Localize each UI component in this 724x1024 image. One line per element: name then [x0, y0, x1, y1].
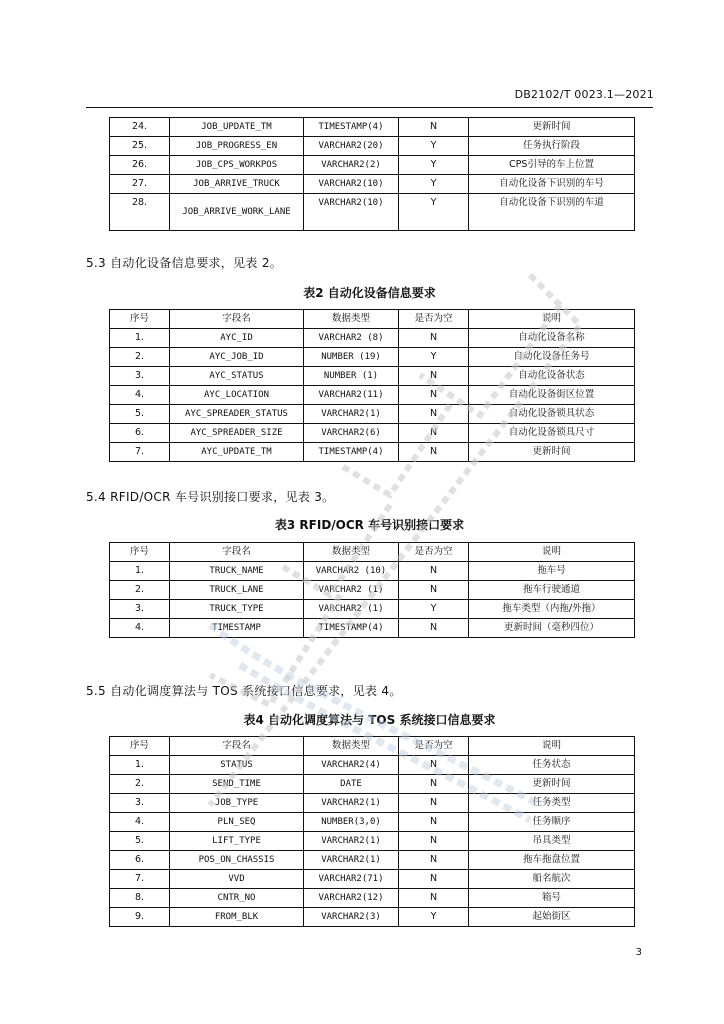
cell-nullable: Y: [399, 156, 469, 175]
cell-index: 1.: [110, 329, 170, 348]
cell-field: STATUS: [170, 756, 304, 775]
cell-type: VARCHAR2(71): [304, 870, 399, 889]
cell-desc: 更新时间（毫秒四位）: [469, 619, 635, 638]
cell-type: VARCHAR2(1): [304, 794, 399, 813]
cell-index: 5.: [110, 832, 170, 851]
table-row: [110, 194, 635, 231]
table-3: [109, 542, 635, 638]
cell-index: 7.: [110, 870, 170, 889]
cell-type: VARCHAR2(4): [304, 756, 399, 775]
cell-field: LIFT_TYPE: [170, 832, 304, 851]
cell-desc: 起始街区: [469, 908, 635, 927]
cell-type: VARCHAR2 (1): [304, 581, 399, 600]
table-row: [110, 600, 635, 619]
cell-nullable: Y: [399, 175, 469, 194]
section-heading-5-4: 5.4 RFID/OCR 车号识别接口要求，见表 3。: [86, 490, 335, 504]
page-number: 3: [635, 947, 642, 958]
cell-desc: 自动化设备锁具尺寸: [469, 424, 635, 443]
col-header-index: 序号: [110, 310, 170, 329]
cell-desc: 自动化设备下识别的车号: [469, 175, 635, 194]
cell-nullable: Y: [399, 600, 469, 619]
cell-nullable: N: [399, 329, 469, 348]
cell-nullable: N: [399, 386, 469, 405]
cell-nullable: N: [399, 619, 469, 638]
cell-desc: 船名航次: [469, 870, 635, 889]
cell-index: 3.: [110, 794, 170, 813]
cell-desc: 拖车行驶通道: [469, 581, 635, 600]
table-row: [110, 443, 635, 462]
table-4-caption: 表4 自动化调度算法与 TOS 系统接口信息要求: [243, 713, 496, 727]
cell-index: 2.: [110, 581, 170, 600]
cell-field: TRUCK_LANE: [170, 581, 304, 600]
cell-field: JOB_UPDATE_TM: [170, 118, 304, 137]
cell-desc: 自动化设备下识别的车道: [469, 194, 635, 231]
col-header-index: 序号: [110, 543, 170, 562]
header-rule: [86, 107, 653, 108]
cell-field: FROM_BLK: [170, 908, 304, 927]
cell-desc: 自动化设备锁具状态: [469, 405, 635, 424]
table-row: [110, 175, 635, 194]
cell-field: AYC_SPREADER_STATUS: [170, 405, 304, 424]
cell-desc: 箱号: [469, 889, 635, 908]
table-2-caption: 表2 自动化设备信息要求: [303, 286, 436, 300]
col-header-nullable: 是否为空: [399, 310, 469, 329]
table-3-caption: 表3 RFID/OCR 车号识别接口要求: [274, 518, 465, 532]
cell-nullable: N: [399, 367, 469, 386]
cell-nullable: N: [399, 424, 469, 443]
cell-field: VVD: [170, 870, 304, 889]
cell-nullable: N: [399, 775, 469, 794]
cell-nullable: N: [399, 581, 469, 600]
cell-field: AYC_SPREADER_SIZE: [170, 424, 304, 443]
cell-desc: 自动化设备任务号: [469, 348, 635, 367]
cell-field: AYC_LOCATION: [170, 386, 304, 405]
cell-field: JOB_ARRIVE_WORK_LANE: [170, 194, 304, 231]
cell-type: VARCHAR2(2): [304, 156, 399, 175]
cell-desc: 任务顺序: [469, 813, 635, 832]
table-row: [110, 775, 635, 794]
cell-field: CNTR_NO: [170, 889, 304, 908]
cell-desc: 更新时间: [469, 118, 635, 137]
cell-nullable: N: [399, 443, 469, 462]
cell-type: VARCHAR2(10): [304, 175, 399, 194]
cell-index: 6.: [110, 424, 170, 443]
table-row: [110, 424, 635, 443]
cell-field: AYC_JOB_ID: [170, 348, 304, 367]
table-header-row: [110, 543, 635, 562]
cell-type: VARCHAR2 (8): [304, 329, 399, 348]
table-row: [110, 851, 635, 870]
cell-type: VARCHAR2(6): [304, 424, 399, 443]
cell-field: TRUCK_TYPE: [170, 600, 304, 619]
cell-field: JOB_CPS_WORKPOS: [170, 156, 304, 175]
cell-type: NUMBER (19): [304, 348, 399, 367]
cell-desc: 更新时间: [469, 443, 635, 462]
table-row: [110, 794, 635, 813]
cell-type: NUMBER (1): [304, 367, 399, 386]
cell-desc: 自动化设备名称: [469, 329, 635, 348]
col-header-type: 数据类型: [304, 543, 399, 562]
cell-desc: 任务执行阶段: [469, 137, 635, 156]
table-1-continued: [109, 117, 635, 231]
cell-nullable: Y: [399, 908, 469, 927]
cell-nullable: N: [399, 832, 469, 851]
cell-index: 1.: [110, 562, 170, 581]
col-header-desc: 说明: [469, 310, 635, 329]
cell-desc: 吊具类型: [469, 832, 635, 851]
cell-type: VARCHAR2(20): [304, 137, 399, 156]
cell-index: 27.: [110, 175, 170, 194]
cell-field: AYC_STATUS: [170, 367, 304, 386]
col-header-field: 字段名: [170, 737, 304, 756]
cell-type: VARCHAR2 (1): [304, 600, 399, 619]
col-header-nullable: 是否为空: [399, 737, 469, 756]
doc-code: DB2102/T 0023.1—2021: [514, 88, 654, 101]
table-row: [110, 832, 635, 851]
cell-index: 25.: [110, 137, 170, 156]
col-header-type: 数据类型: [304, 737, 399, 756]
cell-type: VARCHAR2(12): [304, 889, 399, 908]
col-header-type: 数据类型: [304, 310, 399, 329]
table-row: [110, 870, 635, 889]
table-row: [110, 386, 635, 405]
cell-index: 3.: [110, 600, 170, 619]
cell-type: VARCHAR2(1): [304, 832, 399, 851]
table-row: [110, 908, 635, 927]
cell-index: 8.: [110, 889, 170, 908]
cell-type: VARCHAR2 (10): [304, 562, 399, 581]
col-header-nullable: 是否为空: [399, 543, 469, 562]
cell-type: VARCHAR2(1): [304, 405, 399, 424]
table-header-row: [110, 310, 635, 329]
cell-desc: CPS引导的车上位置: [469, 156, 635, 175]
table-2: [109, 309, 635, 462]
cell-index: 1.: [110, 756, 170, 775]
cell-desc: 任务状态: [469, 756, 635, 775]
table-row: [110, 137, 635, 156]
cell-index: 7.: [110, 443, 170, 462]
cell-nullable: Y: [399, 194, 469, 231]
table-row: [110, 581, 635, 600]
cell-index: 28.: [110, 194, 170, 231]
table-row: [110, 813, 635, 832]
section-heading-5-5: 5.5 自动化调度算法与 TOS 系统接口信息要求，见表 4。: [86, 684, 402, 698]
cell-desc: 更新时间: [469, 775, 635, 794]
cell-index: 4.: [110, 619, 170, 638]
cell-field: AYC_ID: [170, 329, 304, 348]
cell-type: VARCHAR2(3): [304, 908, 399, 927]
cell-type: NUMBER(3,0): [304, 813, 399, 832]
cell-nullable: N: [399, 794, 469, 813]
table-row: [110, 118, 635, 137]
col-header-field: 字段名: [170, 310, 304, 329]
cell-nullable: N: [399, 870, 469, 889]
cell-nullable: N: [399, 405, 469, 424]
cell-desc: 自动化设备街区位置: [469, 386, 635, 405]
cell-field: JOB_TYPE: [170, 794, 304, 813]
table-row: [110, 329, 635, 348]
cell-index: 24.: [110, 118, 170, 137]
table-header-row: [110, 737, 635, 756]
cell-nullable: N: [399, 118, 469, 137]
table-row: [110, 348, 635, 367]
cell-field: JOB_PROGRESS_EN: [170, 137, 304, 156]
table-row: [110, 405, 635, 424]
cell-type: TIMESTAMP(4): [304, 118, 399, 137]
cell-nullable: N: [399, 851, 469, 870]
cell-type: TIMESTAMP(4): [304, 443, 399, 462]
cell-type: VARCHAR2(1): [304, 851, 399, 870]
cell-desc: 拖车类型（内拖/外拖）: [469, 600, 635, 619]
cell-desc: 任务类型: [469, 794, 635, 813]
table-4: [109, 736, 635, 927]
cell-index: 3.: [110, 367, 170, 386]
table-row: [110, 156, 635, 175]
cell-nullable: Y: [399, 348, 469, 367]
cell-index: 5.: [110, 405, 170, 424]
cell-index: 4.: [110, 813, 170, 832]
cell-index: 2.: [110, 775, 170, 794]
cell-type: VARCHAR2(10): [304, 194, 399, 231]
table-row: [110, 619, 635, 638]
cell-index: 26.: [110, 156, 170, 175]
cell-type: DATE: [304, 775, 399, 794]
cell-index: 4.: [110, 386, 170, 405]
cell-nullable: N: [399, 889, 469, 908]
section-heading-5-3: 5.3 自动化设备信息要求，见表 2。: [86, 256, 283, 270]
cell-desc: 自动化设备状态: [469, 367, 635, 386]
cell-index: 2.: [110, 348, 170, 367]
col-header-index: 序号: [110, 737, 170, 756]
cell-nullable: N: [399, 562, 469, 581]
cell-field: TRUCK_NAME: [170, 562, 304, 581]
table-row: [110, 562, 635, 581]
col-header-field: 字段名: [170, 543, 304, 562]
table-row: [110, 756, 635, 775]
cell-field: TIMESTAMP: [170, 619, 304, 638]
cell-nullable: N: [399, 756, 469, 775]
table-row: [110, 367, 635, 386]
table-row: [110, 889, 635, 908]
cell-nullable: Y: [399, 137, 469, 156]
cell-field: AYC_UPDATE_TM: [170, 443, 304, 462]
cell-nullable: N: [399, 813, 469, 832]
cell-desc: 拖车号: [469, 562, 635, 581]
cell-field: POS_ON_CHASSIS: [170, 851, 304, 870]
cell-field: SEND_TIME: [170, 775, 304, 794]
cell-index: 6.: [110, 851, 170, 870]
col-header-desc: 说明: [469, 737, 635, 756]
cell-index: 9.: [110, 908, 170, 927]
cell-desc: 拖车拖盘位置: [469, 851, 635, 870]
cell-field: JOB_ARRIVE_TRUCK: [170, 175, 304, 194]
cell-type: TIMESTAMP(4): [304, 619, 399, 638]
cell-type: VARCHAR2(11): [304, 386, 399, 405]
cell-field: PLN_SEQ: [170, 813, 304, 832]
col-header-desc: 说明: [469, 543, 635, 562]
